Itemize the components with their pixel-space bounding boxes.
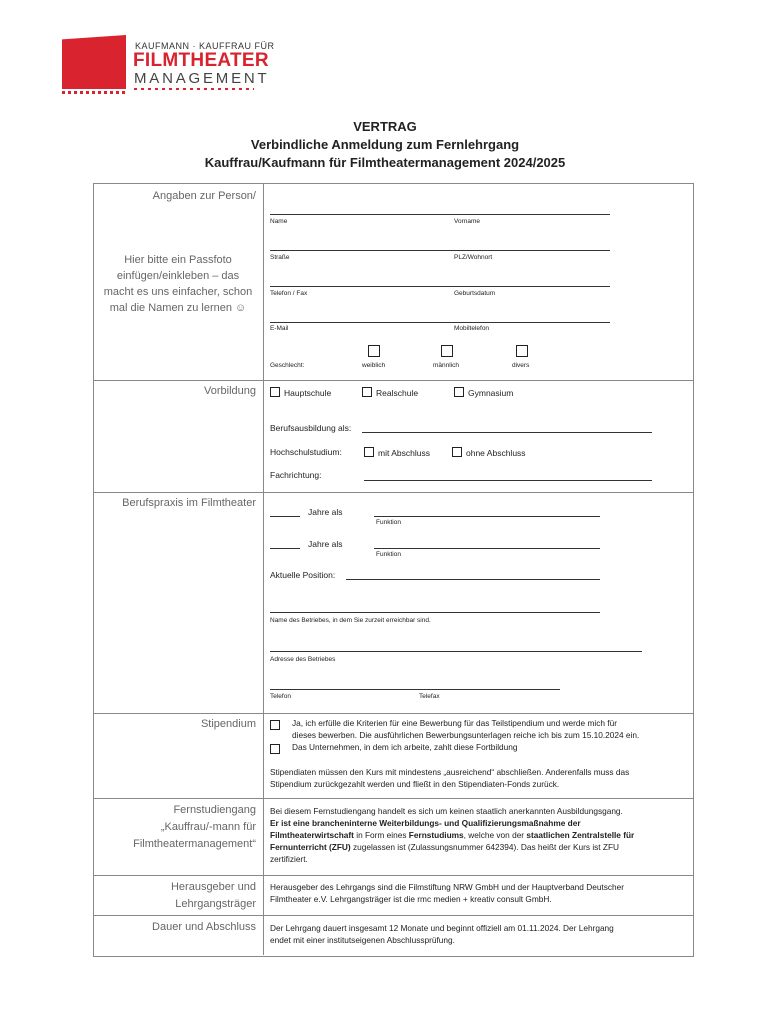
weiblich-checkbox[interactable] (368, 345, 380, 357)
ohne-abschluss-label: ohne Abschluss (466, 448, 526, 458)
row-divider (93, 492, 693, 493)
fernstudiengang-text (270, 805, 685, 865)
row-divider (93, 915, 693, 916)
strasse-caption: Straße (270, 254, 290, 261)
bold-text: Fernunterricht (ZFU) (270, 842, 351, 852)
gymnasium-option[interactable] (454, 387, 513, 398)
geschlecht-label: Geschlecht: (270, 362, 305, 369)
mit-abschluss-label: mit Abschluss (378, 448, 430, 458)
divers-checkbox[interactable] (516, 345, 528, 357)
section-label-stipendium: Stipendium (200, 718, 256, 730)
berufsausbildung-label: Berufsausbildung als: (270, 423, 352, 433)
adresse-caption: Adresse des Betriebes (270, 656, 336, 663)
herausgeber-label-line2: Lehrgangsträger (175, 898, 256, 910)
fachrichtung-field-line[interactable] (364, 480, 652, 481)
aktuelle-position-field-line[interactable] (346, 579, 600, 580)
herausgeber-line1: Herausgeber des Lehrgangs sind die Filmstiftung NRW GmbH und der Hauptverband Deutscher (270, 882, 625, 892)
mobil-caption: Mobiltelefon (454, 325, 490, 332)
funktion-field-line-1[interactable] (374, 516, 600, 517)
fernstudiengang-line2 (270, 817, 685, 829)
logo-dots-2 (134, 88, 254, 90)
section-label-person: Angaben zur Person/ (152, 190, 256, 202)
row-divider (93, 875, 693, 876)
email-field-line[interactable] (270, 322, 610, 323)
betrieb-caption: Name des Betriebes, in dem Sie zurzeit erreichbar sind. (270, 617, 431, 624)
checkbox-icon (364, 447, 374, 457)
jahre-field-line-2[interactable] (270, 548, 300, 549)
hochschul-label: Hochschulstudium: (270, 447, 342, 457)
fernstudiengang-line3 (270, 829, 685, 841)
stipendium-checkbox-1[interactable] (270, 720, 280, 730)
hauptschule-label: Hauptschule (284, 388, 332, 398)
logo-line2: FILMTHEATER (133, 50, 269, 71)
telefax-betrieb-caption: Telefax (419, 693, 440, 700)
stipendium-checkbox-2[interactable] (270, 744, 280, 754)
funktion-caption-2: Funktion (376, 551, 401, 558)
text: zugelassen ist (Zulassungsnummer 642394). Das heißt der Kurs ist ZFU (350, 842, 620, 852)
checkbox-icon (362, 387, 372, 397)
text: , welche von der (463, 830, 527, 840)
logo-line1: KAUFMANN · KAUFFRAU FÜR (135, 41, 275, 51)
maennlich-checkbox[interactable] (441, 345, 453, 357)
bold-text: staatlichen Zentralstelle für (526, 830, 635, 840)
doc-title: VERTRAG (353, 119, 417, 134)
herausgeber-text (270, 881, 685, 905)
fernstudiengang-label-line1: Fernstudiengang (173, 804, 256, 816)
fernstudiengang-label-line2: „Kauffrau/-mann für (160, 821, 256, 833)
realschule-label: Realschule (376, 388, 419, 398)
checkbox-icon (454, 387, 464, 397)
section-label-fernstudiengang (133, 802, 256, 853)
doc-subtitle: Verbindliche Anmeldung zum Fernlehrgang (250, 137, 520, 152)
stipendium-note-line1: Stipendiaten müssen den Kurs mit mindestens „ausreichend“ abschließen. Anderenfalls muss das (270, 767, 630, 777)
row-divider (93, 380, 693, 381)
jahre-field-line-1[interactable] (270, 516, 300, 517)
doc-course: Kauffrau/Kaufmann für Filmtheatermanagement 2024/2025 (204, 155, 566, 170)
column-divider (263, 183, 264, 955)
stipendium-option-1-line2: dieses bewerben. Die ausführlichen Bewerbungsunterlagen reiche ich bis zum 15.10.2024 ein. (292, 730, 640, 740)
bold-text: Filmtheaterwirtschaft (270, 830, 354, 840)
logo-dots (62, 91, 126, 94)
ohne-abschluss-option[interactable] (452, 447, 526, 458)
hauptschule-option[interactable] (270, 387, 331, 398)
jahre-label-1: Jahre als (308, 507, 343, 517)
stipendium-option-1-line1: Ja, ich erfülle die Kriterien für eine Bewerbung für das Teilstipendium und werde mich für (292, 718, 617, 728)
funktion-field-line-2[interactable] (374, 548, 600, 549)
fernstudiengang-label-line3: Filmtheatermanagement“ (133, 838, 256, 850)
stipendium-option-2: Das Unternehmen, in dem ich arbeite, zahlt diese Fortbildung (292, 742, 518, 752)
row-divider (93, 713, 693, 714)
stipendium-option-1 (292, 717, 692, 741)
logo-line3: MANAGEMENT (134, 70, 270, 87)
section-label-praxis: Berufspraxis im Filmtheater (122, 497, 256, 509)
divers-label: divers (512, 362, 530, 369)
name-caption: Name (270, 218, 288, 225)
logo (62, 35, 275, 93)
stipendium-note (270, 766, 685, 790)
checkbox-icon (270, 387, 280, 397)
gymnasium-label: Gymnasium (468, 388, 514, 398)
email-caption: E-Mail (270, 325, 289, 332)
weiblich-label: weiblich (362, 362, 386, 369)
stipendium-note-line2: Stipendium zurückgezahlt werden und fließt in den Stipendiaten-Fonds zurück. (270, 779, 560, 789)
photo-placeholder-note: Hier bitte ein Passfoto einfügen/einkleben – das macht es uns einfacher, schon mal die Namen zu lernen ☺ (103, 254, 253, 314)
jahre-label-2: Jahre als (308, 539, 343, 549)
section-label-dauer: Dauer und Abschluss (152, 921, 256, 933)
row-divider (93, 798, 693, 799)
strasse-field-line[interactable] (270, 250, 610, 251)
bold-text: Fernstudiums (408, 830, 464, 840)
telefon-field-line[interactable] (270, 286, 610, 287)
text: in Form eines (353, 830, 409, 840)
betrieb-field-line[interactable] (270, 612, 600, 613)
plz-caption: PLZ/Wohnort (454, 254, 493, 261)
fernstudiengang-line5: zertifiziert. (270, 854, 308, 864)
telefon-betrieb-caption: Telefon (270, 693, 291, 700)
telefon-caption: Telefon / Fax (270, 290, 308, 297)
fernstudiengang-line4 (270, 841, 685, 853)
logo-red-block (62, 35, 126, 89)
herausgeber-line2: Filmtheater e.V. Lehrgangsträger ist die rmc medien + kreativ consult GmbH. (270, 894, 552, 904)
telefon-betrieb-field-line[interactable] (270, 689, 560, 690)
herausgeber-label-line1: Herausgeber und (170, 881, 256, 893)
funktion-caption-1: Funktion (376, 519, 401, 526)
mit-abschluss-option[interactable] (364, 447, 430, 458)
fernstudiengang-line1: Bei diesem Fernstudiengang handelt es sich um keinen staatlich anerkannten Ausbildungsgang. (270, 806, 623, 816)
realschule-option[interactable] (362, 387, 418, 398)
aktuelle-position-label: Aktuelle Position: (270, 570, 336, 580)
dauer-text (270, 922, 685, 946)
maennlich-label: männlich (433, 362, 460, 369)
section-label-herausgeber (171, 879, 256, 913)
geburt-caption: Geburtsdatum (454, 290, 496, 297)
dauer-line2: endet mit einer institutseigenen Abschlussprüfung. (270, 935, 455, 945)
dauer-line1: Der Lehrgang dauert insgesamt 12 Monate und beginnt offiziell am 01.11.2024. Der Lehrgang (270, 923, 614, 933)
fernstudiengang-line2-bold: Er ist eine brancheninterne Weiterbildungs- und Qualifizierungsmaßnahme der (270, 818, 581, 828)
adresse-field-line[interactable] (270, 651, 642, 652)
name-field-line[interactable] (270, 214, 610, 215)
fachrichtung-label: Fachrichtung: (270, 470, 322, 480)
checkbox-icon (452, 447, 462, 457)
section-label-vorbildung: Vorbildung (204, 385, 256, 397)
vorname-caption: Vorname (454, 218, 481, 225)
berufsausbildung-field-line[interactable] (362, 432, 652, 433)
